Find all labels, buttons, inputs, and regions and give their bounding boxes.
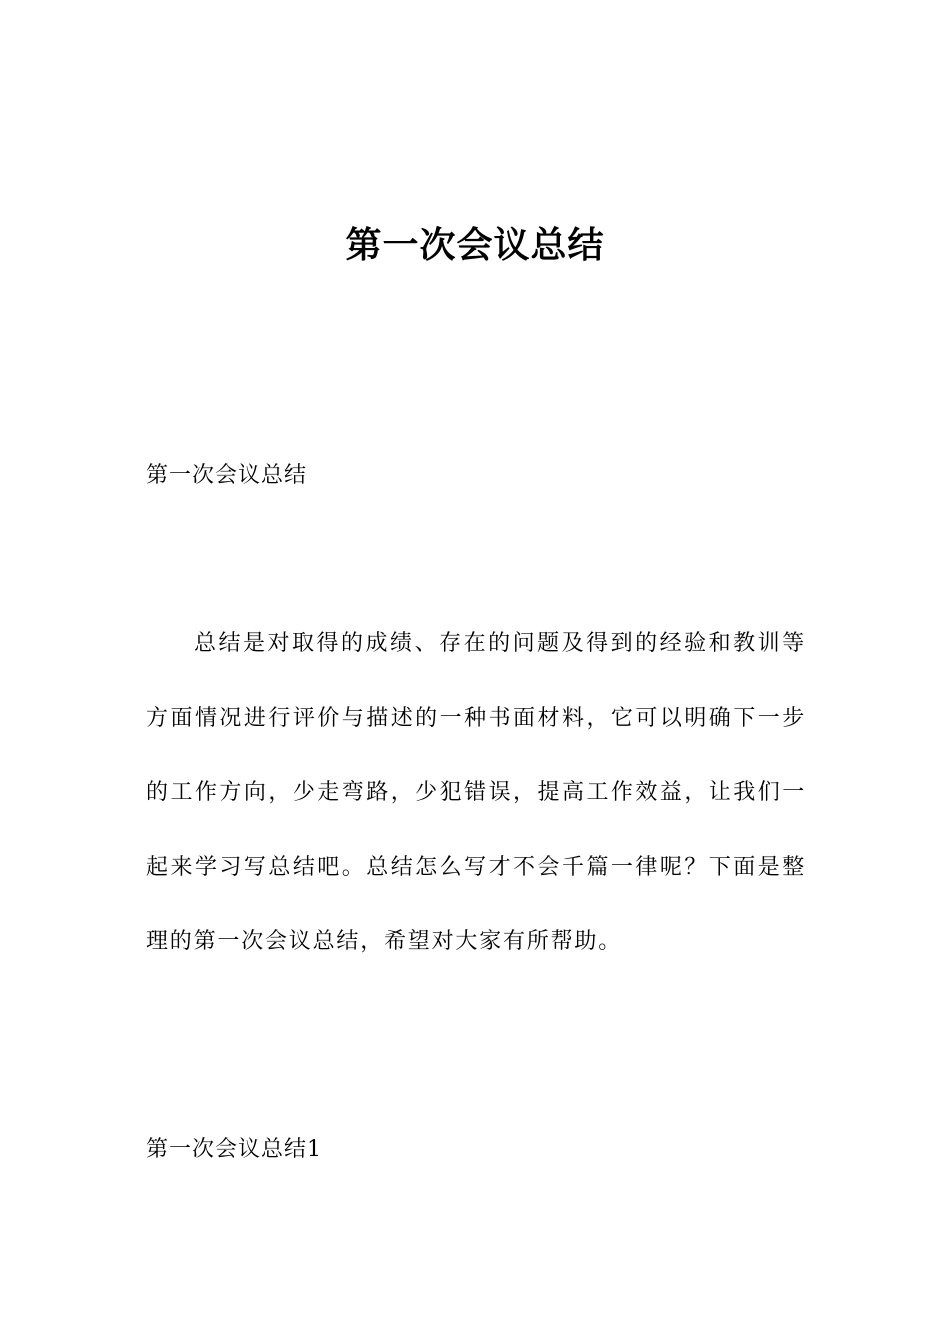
document-subtitle: 第一次会议总结 <box>146 463 308 488</box>
section-heading-1: 第一次会议总结1 <box>146 1137 322 1162</box>
document-title: 第一次会议总结 <box>345 225 605 266</box>
intro-paragraph: 总结是对取得的成绩、存在的问题及得到的经验和教训等方面情况进行评价与描述的一种书面材料，它可以明确下一步的工作方向，少走弯路，少犯错误，提高工作效益，让我们一起来学习写总结吧。总结怎么写才不会千篇一律呢？下面是整理的第一次会议总结，希望对大家有所帮助。 <box>146 631 806 954</box>
